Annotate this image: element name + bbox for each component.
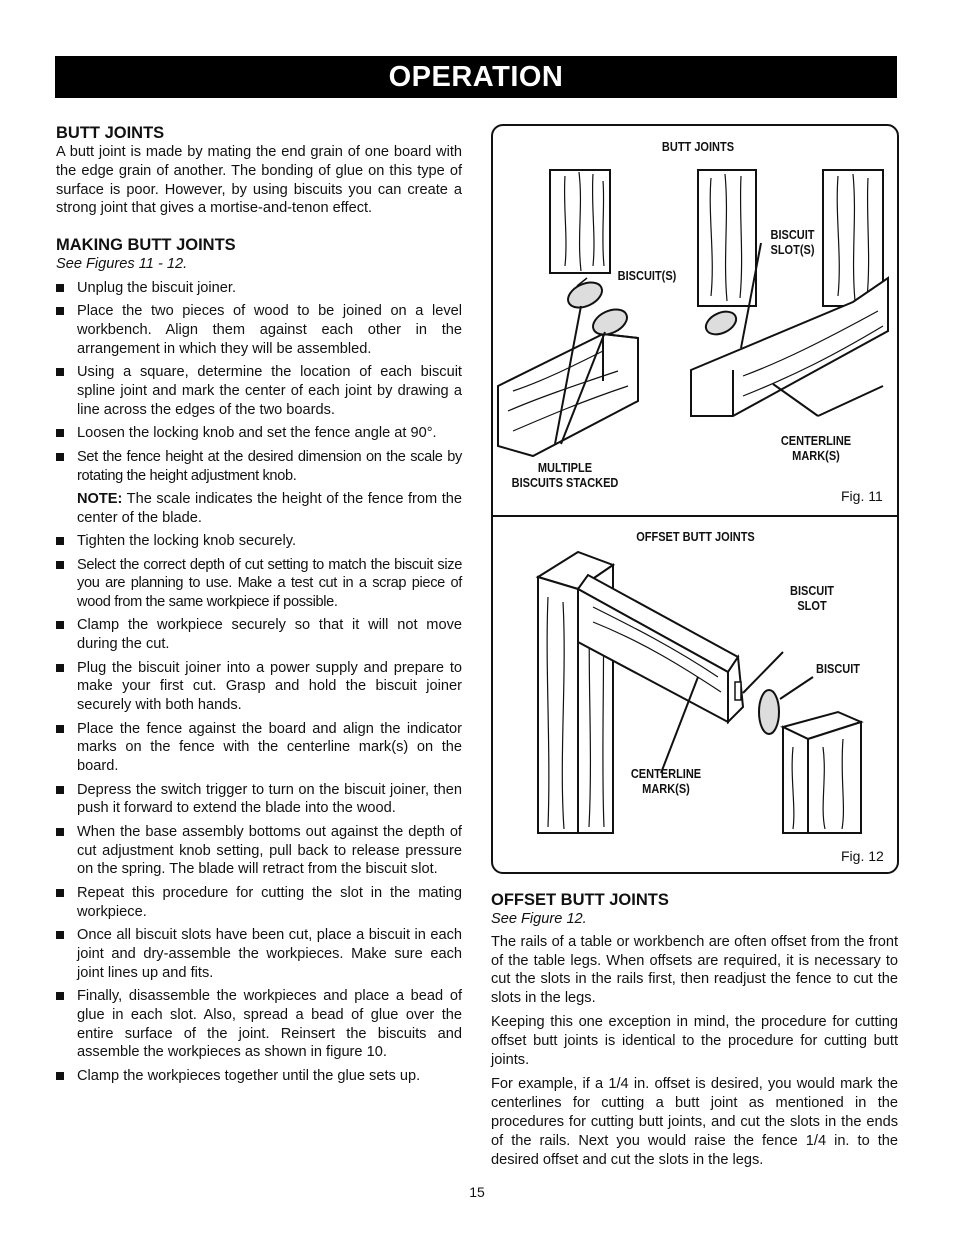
list-item: Clamp the workpiece securely so that it will not move during the cut. [56,616,462,654]
list-item: Set the fence height at the desired dimension on the scale by rotating the height adjustment knob. [56,448,462,486]
section-banner: OPERATION [55,56,897,98]
note-label: NOTE: [77,490,123,507]
fig11-slots-label: BISCUIT SLOT(S) [770,228,815,257]
see-figure-note: See Figure 12. [491,911,587,927]
butt-joints-body: A butt joint is made by mating the end grain of one board with the edge grain of another. The bonding of glue on this type of surface is poor. However, by using biscuits you can create a strong joint that gives a mortise-and-tenon effect. [56,144,462,217]
offset-paragraph: For example, if a 1/4 in. offset is desired, you would mark the centerlines for cutting a butt joint as mentioned in the procedures for cutting butt joints, and cut the slots in the ends of the rails. Next you would raise the fence 1/4 in. to the desired offset and cut the slots in the legs. [491,1076,898,1168]
list-item: Repeat this procedure for cutting the slot in the mating workpiece. [56,884,462,922]
fig11-centerline-label: CENTERLINE MARK(S) [780,434,852,463]
list-item: Once all biscuit slots have been cut, place a biscuit in each joint and dry-assemble the workpieces. Make sure each joint lines up and fits. [56,926,462,982]
figure-box [491,124,899,874]
fig12-caption: Fig. 12 [841,848,884,864]
list-item: Loosen the locking knob and set the fence angle at 90°. [56,424,462,443]
list-item: Place the two pieces of wood to be joined on a level workbench. Align them against each other in the arrangement in which they will be assembled. [56,302,462,358]
see-figures-note: See Figures 11 - 12. [56,256,188,273]
list-item: Unplug the biscuit joiner. [56,279,462,298]
note-text: The scale indicates the height of the fence from the center of the blade. [77,490,462,526]
making-butt-joints-heading: MAKING BUTT JOINTS [56,236,236,255]
list-item: Tighten the locking knob securely. [56,532,462,551]
list-item: Using a square, determine the location of each biscuit spline joint and mark the center of each joint by drawing a line across the edges of the two boards. [56,363,462,419]
list-item: Finally, disassemble the workpieces and place a bead of glue in each slot. Also, spread a bead of glue over the entire surface of the joint. Reinsert the biscuits and assemble the workpieces as shown in figure 10. [56,987,462,1062]
offset-paragraph: The rails of a table or workbench are often offset from the front of the table legs. When offsets are required, it is necessary to cut the slots in the rails first, then readjust the fence to cut the slots in the legs. [491,933,898,1007]
fig11-biscuits-label: BISCUIT(S) [617,269,677,283]
page-number: 15 [469,1184,485,1200]
right-column [491,890,898,1175]
offset-butt-joints-heading: OFFSET BUTT JOINTS [491,891,669,909]
fig12-slot-label: BISCUIT SLOT [790,584,834,613]
note-paragraph [56,490,462,528]
list-item: Select the correct depth of cut setting to match the biscuit size you are planning to use. Make a test cut in a scrap piece of wood from the same workpiece if possible. [56,556,462,612]
fig12-title: OFFSET BUTT JOINTS [636,530,755,544]
left-column [56,123,462,1090]
list-item: Depress the switch trigger to turn on the biscuit joiner, then push it forward to extend the blade into the wood. [56,781,462,819]
fig11-caption: Fig. 11 [841,488,883,504]
fig12-illustration [493,517,897,873]
procedure-list [56,279,462,1086]
list-item: When the base assembly bottoms out against the depth of cut adjustment knob setting, pull back to release pressure on the spring. The blade will retract from the biscuit slot. [56,823,462,879]
fig12-centerline-label: CENTERLINE MARK(S) [630,767,702,796]
fig11-multiple-label: MULTIPLE BISCUITS STACKED [511,461,619,490]
fig12-biscuit-label: BISCUIT [816,662,860,676]
fig11-title: BUTT JOINTS [661,140,735,154]
offset-paragraph: Keeping this one exception in mind, the procedure for cutting offset butt joints is identical to the procedure for cutting butt joints. [491,1014,898,1069]
list-item: Plug the biscuit joiner into a power supply and prepare to make your first cut. Grasp and hold the biscuit joiner securely with both hands. [56,659,462,715]
butt-joints-heading: BUTT JOINTS [56,124,165,142]
list-item: Place the fence against the board and align the indicator marks on the fence with the centerline mark(s) on the board. [56,720,462,776]
list-item: Clamp the workpieces together until the glue sets up. [56,1067,462,1086]
